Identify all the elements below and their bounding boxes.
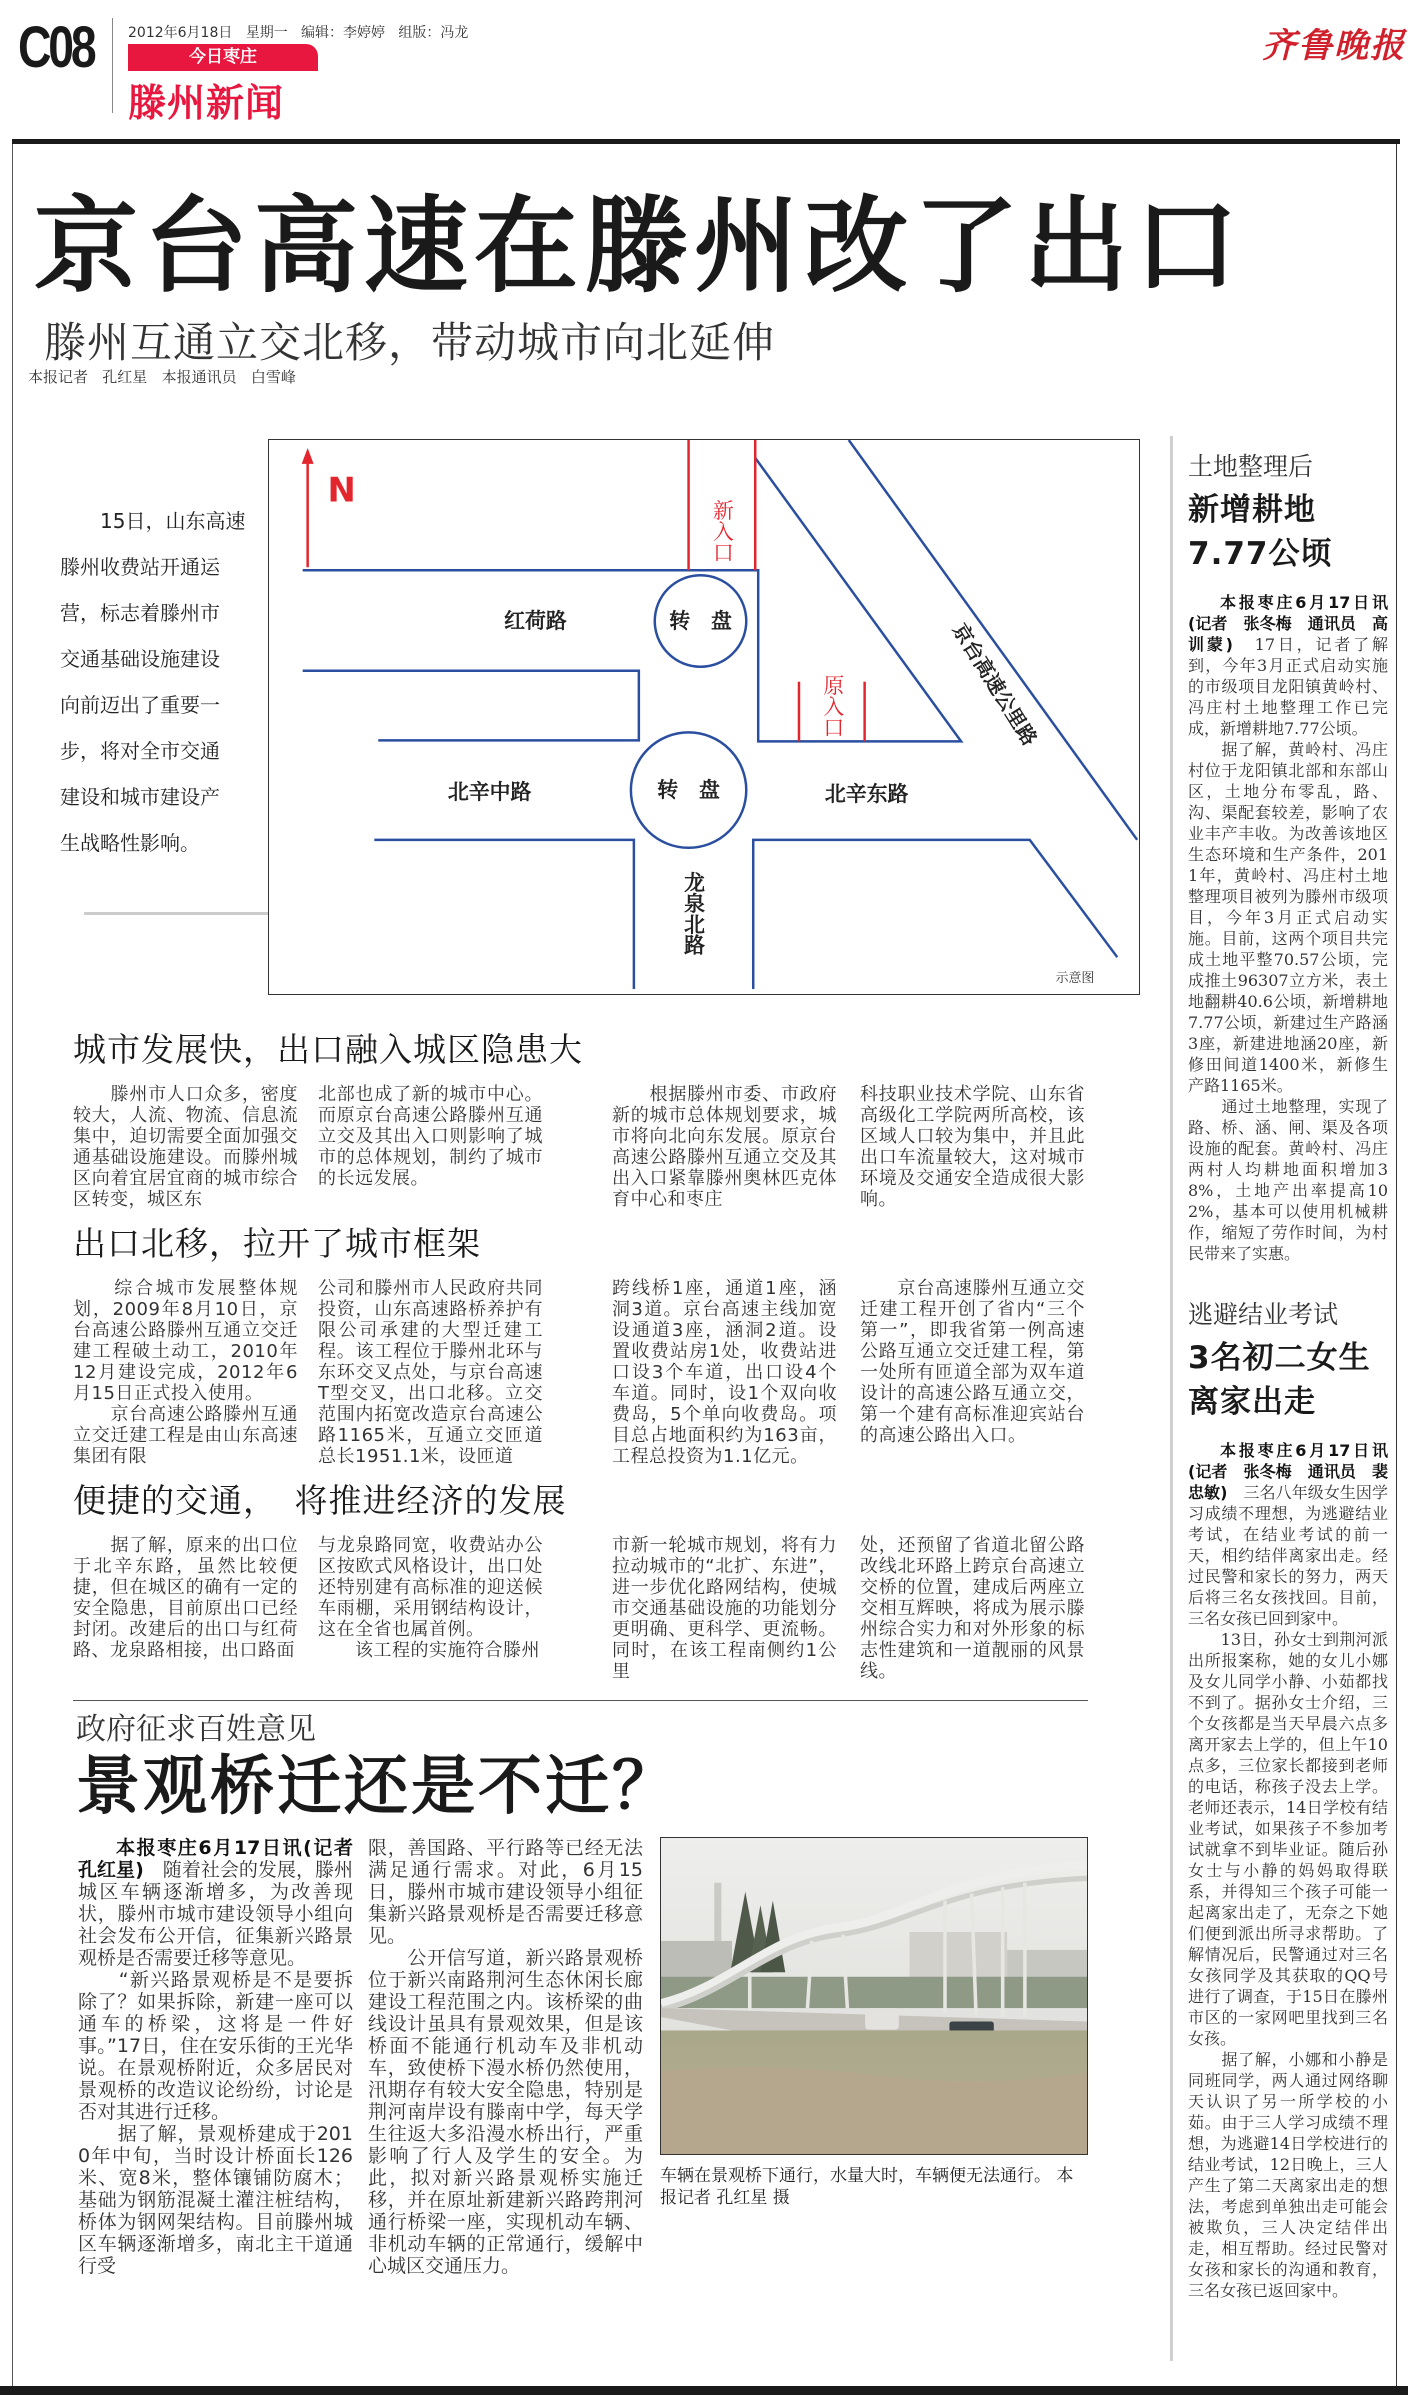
map-caption: 示意图 — [1055, 971, 1095, 987]
intro-line: 向前迈出了重要一 — [60, 693, 220, 717]
article-column — [318, 1084, 543, 1210]
dateline: 2012年6月18日 星期一 编辑：李婷婷 组版：冯龙 — [128, 25, 469, 41]
section-heading: 便捷的交通， 将推进经济的发展 — [73, 1481, 567, 1520]
paragraph: 处，还预留了省道北留公路改线北环路上跨京台高速立交桥的位置，建成后两座立交相互辉映，将成为展示滕州综合实力和对外形象的标志性建筑和一道靓丽的风景线。 — [860, 1535, 1085, 1682]
intro-line: 交通基础设施建设 — [60, 647, 220, 671]
page-number: C08 — [18, 15, 94, 80]
top-rule — [12, 139, 1400, 144]
paragraph: 13日，孙女士到荆河派出所报案称，她的女儿小娜及女儿同学小静、小茹都找不到了。据孙女士介绍，三个女孩都是当天早晨六点多离开家去上学的，但上午10点多，三位家长都接到老师的电话，称孩子没去上学。老师还表示，14日学校有结业考试，如果孩子不参加考试就拿不到毕业证。随后孙女士与小静的妈妈取得联系，并得知三个孩子可能一起离家出走了，无奈之下她们便到派出所寻求帮助。了解情况后，民警通过对三名女孩同学及其获取的QQ号进行了调查，于15日在滕州市区的一家网吧里找到三名女孩。 — [1188, 1630, 1388, 2048]
roundabout-label: 转 盘 — [657, 778, 720, 803]
paragraph: 据了解，景观桥建成于2010年中旬，当时设计桥面长126米、宽8米，整体镶铺防腐木；基础为钢筋混凝土灌注桩结构，桥体为钢网架结构。目前滕州城区车辆逐渐增多，南北主干道通行受 — [78, 2123, 353, 2277]
paragraph: 据了解，小娜和小静是同班同学，两人通过网络聊天认识了另一所学校的小茹。由于三人学习成绩不理想，为逃避14日学校进行的结业考试，12日晚上，三人产生了第二天离家出走的想法，考虑到单独出走可能会被欺负，三人决定结伴出走，相互帮助。经过民警对女孩和家长的沟通和教育，三名女孩已返回家中。 — [1188, 2050, 1388, 2300]
paragraph: 据了解，黄岭村、冯庄村位于龙阳镇北部和东部山区，土地分布零乱，路、沟、渠配套较差，影响了农业丰产丰收。为改善该地区生态环境和生产条件，2011年，黄岭村、冯庄村土地整理项目被列为滕州市级项目，今年3月正式启动实施。目前，这两个项目共完成土地平整70.57公顷，完成推土96307立方米，表土地翻耕40.6公顷，新增耕地7.77公顷，新建过生产路涵3座，新建进地涵20座，新修田间道1400米，新修生产路1165米。 — [1188, 740, 1388, 1095]
article-column — [612, 1084, 837, 1210]
north-label: N — [327, 470, 356, 510]
road-edge — [753, 840, 1117, 989]
section-heading: 城市发展快，出口融入城区隐患大 — [73, 1030, 583, 1069]
paragraph — [1188, 1440, 1388, 1629]
frame-left — [12, 144, 13, 2389]
intro-line: 滕州收费站开通运 — [60, 555, 220, 579]
roundabout-label: 转 盘 — [669, 608, 732, 633]
entrance-markers — [308, 440, 865, 741]
paragraph: 根据滕州市委、市政府新的城市总体规划要求，城市将向北向东发展。原京台高速公路滕州互通立交及其出入口紧靠滕州奥林匹克体育中心和枣庄 — [612, 1084, 837, 1210]
road-label-beixin-middle: 北辛中路 — [447, 780, 532, 805]
road-label-beixin-east: 北辛东路 — [824, 782, 909, 807]
section-heading: 出口北移，拉开了城市框架 — [73, 1224, 481, 1263]
article-column — [368, 1837, 643, 2277]
paragraph: 该工程的实施符合滕州 — [318, 1640, 540, 1661]
road-label-honghe: 红荷路 — [504, 608, 567, 633]
paragraph — [1188, 592, 1388, 739]
paragraph: 滕州市人口众多，密度较大，人流、物流、信息流集中，迫切需要全面加强交通基础设施建设。而滕州城区向着宜居宜商的城市综合区转变，城区东 — [73, 1084, 298, 1210]
paragraph: 据了解，原来的出口位于北辛东路，虽然比较便捷，但在城区的确有一定的安全隐患，目前原出口已经封闭。改建后的出口与红荷路、龙泉路相接，出口路面 — [73, 1535, 298, 1661]
intro-line: 生战略性影响。 — [60, 831, 200, 855]
paragraph-text: 三名八年级女生因学习成绩不理想，为逃避结业考试，在结业考试的前一天，相约结伴离家出走。经过民警和家长的努力，两天后将三名女孩找回。目前，三名女孩已回到家中。 — [1188, 1483, 1388, 1628]
article-column — [73, 1535, 298, 1682]
frame-right — [1396, 144, 1397, 2389]
sidebar-kicker: 土地整理后 — [1188, 452, 1314, 481]
article-column — [860, 1278, 1085, 1467]
paragraph: 限，善国路、平行路等已经无法满足通行需求。对此，6月15日，滕州市城市建设领导小组征集新兴路景观桥是否需要迁移意见。 — [368, 1837, 643, 1947]
section-columns — [73, 1084, 1088, 1210]
paragraph: 公司和滕州市人民政府共同投资，山东高速路桥养护有限公司承建的大型迁建工程。该工程位于滕州北环与东环交叉点处，与京台高速T型交叉，出口北移。立交范围内拓宽改造京台高速公路1165米，互通立交匝道总长1951.1米，设匝道 — [318, 1278, 543, 1467]
headline-line: 离家出走 — [1188, 1384, 1316, 1420]
road-edge — [303, 458, 961, 741]
paragraph: 跨线桥1座，通道1座，涵洞3道。京台高速主线加宽设通道3座，涵洞2道。设置收费站房1处，收费站进口设3个车道，出口设4个车道。同时，设1个双向收费岛，5个单向收费岛。项目总占地面积约为163亩，工程总投资为1.1亿元。 — [612, 1278, 837, 1467]
new-entrance-label: 新入口 — [709, 499, 734, 563]
lead-intro — [60, 498, 265, 866]
lead-subheadline: 滕州互通立交北移，带动城市向北延伸 — [44, 318, 776, 367]
intro-line: 建设和城市建设产 — [60, 785, 220, 809]
sidebar-headline — [1188, 1336, 1388, 1424]
article-column — [318, 1278, 543, 1467]
dateline-lead: 本报枣庄6月17日讯(记者 张冬梅 通讯员 裴忠敏) — [1188, 1441, 1388, 1502]
intro-rule — [84, 912, 268, 915]
bottom-rule — [0, 2386, 1408, 2395]
road-edge — [374, 840, 634, 989]
photo-block — [660, 1837, 1088, 2209]
dateline-lead: 本报枣庄6月17日讯(记者 张冬梅 通讯员 高训蒙) — [1188, 593, 1388, 654]
headline-line: 3名初二女生 — [1188, 1340, 1371, 1376]
sidebar-kicker: 逃避结业考试 — [1188, 1300, 1339, 1329]
lower-content — [73, 1030, 1088, 2277]
bridge-story-body — [73, 1837, 1088, 2277]
paragraph: 京台高速公路滕州互通立交迁建工程是由山东高速集团有限 — [73, 1404, 298, 1467]
paragraph: 综合城市发展整体规划，2009年8月10日，京台高速公路滕州互通立交迁建工程破土动工，2010年12月建设完成，2012年6月15日正式投入使用。 — [73, 1278, 298, 1404]
article-column — [73, 1084, 298, 1210]
bridge-headline: 景观桥迁还是不迁？ — [76, 1750, 679, 1824]
photo-caption: 车辆在景观桥下通行，水量大时，车辆便无法通行。 本报记者 孔红星 摄 — [660, 2166, 1074, 2208]
spacer — [1188, 1264, 1388, 1298]
section-columns — [73, 1278, 1088, 1467]
paragraph: 科技职业技术学院、山东省高级化工学院两所高校，该区域人口较为集中，并且此出口车流量较大，这对城市环境及交通安全造成很大影响。 — [860, 1084, 1085, 1210]
road-map-diagram — [268, 439, 1140, 995]
bridge-kicker: 政府征求百姓意见 — [76, 1712, 316, 1747]
intro-line: 营，标志着滕州市 — [60, 601, 220, 625]
sidebar-headline — [1188, 488, 1388, 576]
expressway-edge — [849, 440, 1137, 840]
sidebar-article — [1188, 592, 1388, 1264]
paragraph: 通过土地整理，实现了路、桥、涵、闸、渠及各项设施的配套。黄岭村、冯庄两村人均耕地面积增加38%，土地产出率提高102%，基本可以使用机械耕作，缩短了劳作时间，为村民带来了实惠。 — [1188, 1097, 1388, 1263]
article-column — [73, 1278, 298, 1467]
header-divider — [112, 18, 113, 113]
road-edge — [303, 671, 639, 741]
sidebar-rule — [1170, 436, 1173, 2361]
article-column — [860, 1535, 1085, 1682]
paragraph: “新兴路景观桥是不是要拆除了？如果拆除，新建一座可以通车的桥梁，这将是一件好事。”17日，住在安乐街的王光华说。在景观桥附近，众多居民对景观桥的改造议论纷纷，讨论是否对其进行迁移。 — [78, 1969, 353, 2123]
article-column — [318, 1535, 543, 1682]
lead-byline: 本报记者 孔红星 本报通讯员 白雪峰 — [28, 368, 296, 386]
article-column — [78, 1837, 373, 2277]
north-arrow-icon — [302, 448, 314, 464]
paragraph: 北部也成了新的城市中心。而原京台高速公路滕州互通立交及其出入口则影响了城市的总体规划，制约了城市的长远发展。 — [318, 1084, 543, 1189]
story-divider — [73, 1700, 1088, 1701]
paragraph: 市新一轮城市规划，将有力拉动城市的“北扩、东进”，进一步优化路网结构，使城市交通基础设施的功能划分更明确、更科学、更流畅。同时，在该工程南侧约1公里 — [612, 1535, 837, 1682]
dateline-lead: 本报枣庄6月17日讯(记者 孔红星) — [78, 1837, 373, 1881]
article-column — [612, 1278, 837, 1467]
section-title: 滕州新闻 — [128, 81, 285, 125]
paragraph: 公开信写道，新兴路景观桥位于新兴南路荆河生态休闲长廊建设工程范围之内。该桥梁的曲线设计虽具有景观效果，但是该桥面不能通行机动车及非机动车，致使桥下漫水桥仍然使用，汛期存有较大安全隐患，特别是荆河南岸设有滕南中学，每天学生往返大多沿漫水桥出行，严重影响了行人及学生的安全。为此，拟对新兴路景观桥实施迁移，并在原址新建新兴路跨荆河通行桥梁一座，实现机动车辆、非机动车辆的正常通行，缓解中心城区交通压力。 — [368, 1947, 643, 2277]
expressway-label: 京台高速公里路 — [947, 619, 1042, 750]
intro-line: 步，将对全市交通 — [60, 739, 220, 763]
intro-line: 15日，山东高速 — [60, 509, 246, 533]
edition-label: 今日枣庄 — [128, 44, 318, 71]
headline-line: 7.77公顷 — [1188, 536, 1333, 572]
sidebar-article — [1188, 1440, 1388, 2301]
lead-headline: 京台高速在滕州改了出口 — [34, 185, 1245, 307]
paragraph: 京台高速滕州互通立交迁建工程开创了省内“三个第一”，即我省第一例高速公路互通立交迁建工程，第一处所有匝道全部为双车道设计的高速公路互通立交，第一个建有高标准迎宾站台的高速公路出入口。 — [860, 1278, 1085, 1446]
paragraph-text: 17日，记者了解到，今年3月正式启动实施的市级项目龙阳镇黄岭村、冯庄村土地整理工作已完成，新增耕地7.77公顷。 — [1188, 635, 1388, 738]
article-column — [612, 1535, 837, 1682]
paragraph — [78, 1837, 373, 1969]
paragraph-text: 随着社会的发展，滕州城区车辆逐渐增多，为改善现状，滕州市城市建设领导小组向社会发布公开信，征集新兴路景观桥是否需要迁移等意见。 — [78, 1859, 353, 1969]
newspaper-logo: 齐鲁晚报 — [1262, 26, 1406, 66]
paragraph: 与龙泉路同宽，收费站办公区按欧式风格设计，出口处还特别建有高标准的迎送候车雨棚，采用钢结构设计，这在全省也属首例。 — [318, 1535, 543, 1640]
bridge-photo — [660, 1837, 1088, 2155]
section-columns — [73, 1535, 1088, 1682]
headline-line: 新增耕地 — [1188, 492, 1316, 528]
road-label-longquan-north: 龙泉北路 — [680, 871, 705, 956]
sidebar — [1188, 450, 1388, 2301]
old-entrance-label: 原入口 — [819, 674, 844, 738]
article-column — [860, 1084, 1085, 1210]
